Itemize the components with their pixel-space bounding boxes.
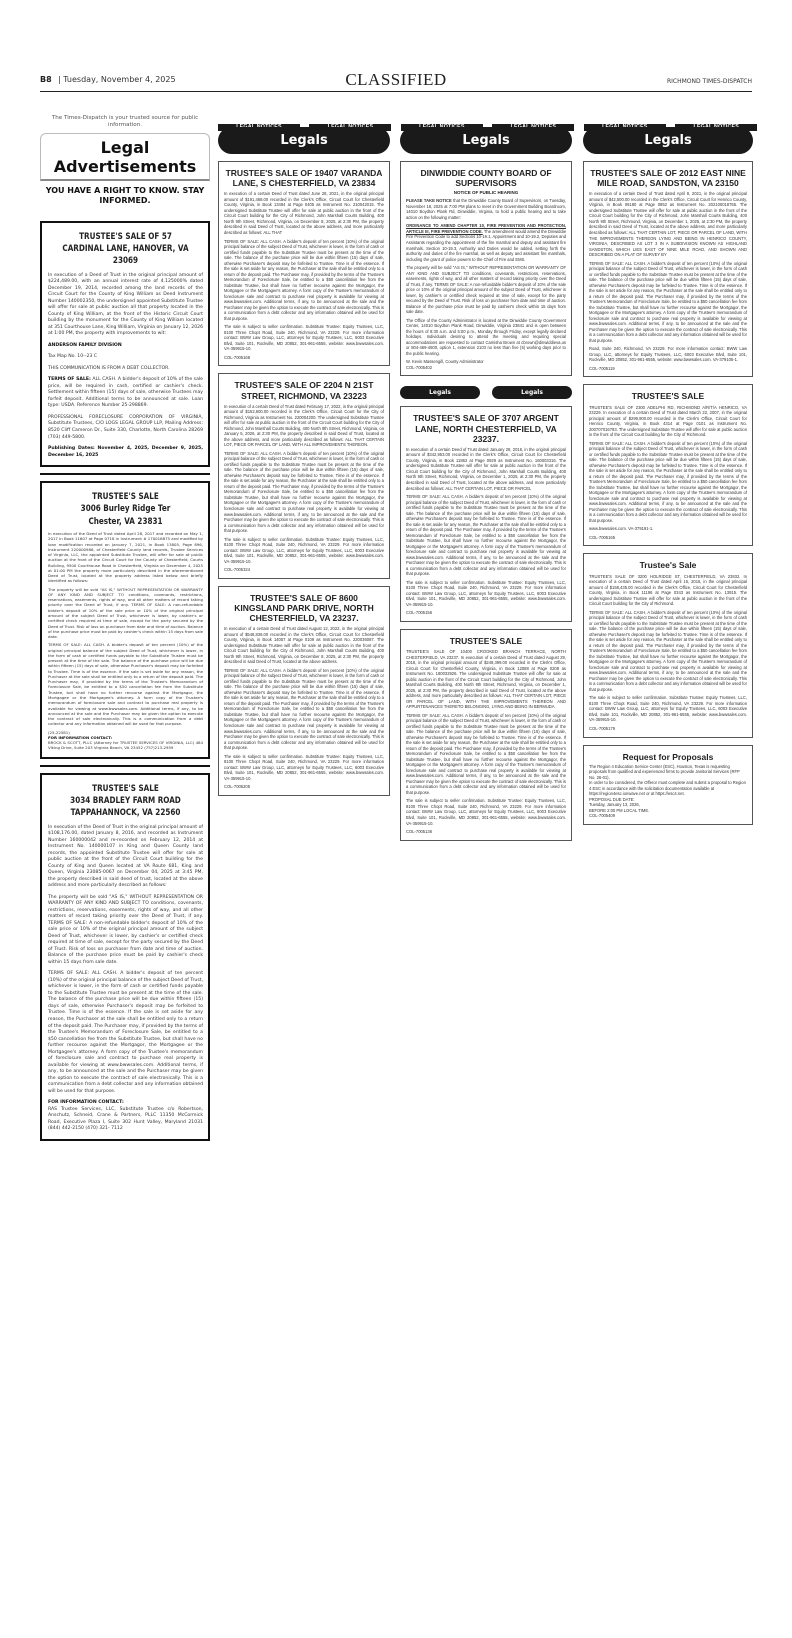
- notice-footer: The sale is subject to seller confirmation. Substitute Trustee: Equity Trustees, LLC, 8100 Three Chopt Road, Suite 240, Richmond, VA 23229. For more information contact: BWW Law Group, LLC, attorneys for Equity Trustees, LLC, 6003 Executive Blvd, Suite 101, Rockville, MD 20852, 301-961-6555, website: www.bwwsales.com. VA-359915-10.: [406, 798, 566, 826]
- notice-terms: TERMS OF SALE: ALL CASH. A bidder's deposit of ten percent (10%) of the original principal balance of the subject Deed of Trust, whichever is lower, in the form of cash or certified funds payable to the Substitute Trustee must be present at the time of the sale. The balance of the purchase price will be due within fifteen (15) days of sale, otherwise Purchaser's deposit may be forfeited to Trustee. Time is of the essence. If the sale is set aside for any reason, the Purchaser at the sale shall be entitled only to a return of the deposit paid. The Purchaser may, if provided by the terms of the Trustee's Memorandum of Foreclosure Sale, be entitled to a $50 cancellation fee from the Substitute Trustee, but shall have no further recourse against the Mortgagor, the Mortgagee or the Mortgagee's attorney. A form copy of the Trustee's memorandum of foreclosure sale and contract to purchase real property is available for viewing at www.bwwsales.com. Additional terms, if any, to be announced at the sale and the Purchaser may be given the option to execute the contract of sale electronically. This is a communication from a debt collector and any information obtained will be used for that purpose.: [589, 609, 747, 692]
- notice-ordinance: ORDINANCE TO AMEND CHAPTER 10, FIRE PREVENTION AND PROTECTION, ARTICLE III, FIRE PREVENTION CODE. The amendment would amend the Dinwiddie Fire Prevention Code to add Sections 10-19.1, Appointment and 10-19.2, Deputies and Assistants regarding the appointment of the fire marshal and deputy and assistant fire marshals. Section 10-19.3, Authority and Duties would be added, setting forth the authority and duties of the fire marshal, as well as deputy and assistant fire marshals, including the grant of police powers to the Chief of Fire and EMS.: [406, 223, 567, 262]
- rfp-line: In order to be considered, the Offeror must complete and submit a proposal to Region 4 ESC in accordance with the solicitation documentation available at https://region4esc.ionwave.net or at https://esc4.net.: [589, 780, 746, 797]
- column-4: [583, 100, 753, 825]
- notice-footer: The sale is subject to seller confirmation. Substitute Trustee: Equity Trustees, LLC, 8100 Three Chopt Road, Suite 240, Richmond, VA 23229. For more information contact: BWW Law Group, LLC, attorneys for Equity Trustees, LLC, 6003 Executive Blvd, Suite 101, Rockville, MD 20852, 301-961-6555, website: www.bwwsales.com. VA-359915-10.: [224, 324, 384, 352]
- notice-terms-cont: TERMS OF SALE: ALL CASH. A bidder's deposit of ten percent (10%) of the original principal balance of the subject Deed of Trust, whichever is lower, in the form of cash or certified funds payable to the Substitute Trustee must be present at the time of the sale. The balance of the purchase price will be due within fifteen (15) days of sale, otherwise Purchaser's deposit may be forfeited to Trustee. Time is of the essence. If the sale is set aside for any reason, the Purchaser at the sale shall be entitled only to a return of the deposit paid. The Purchaser may, if provided by the terms of the Trustee's Memorandum of Foreclosure Sale, be entitled to a $50 cancellation fee from the Substitute Trustee, but shall have no further recourse against the Mortgagor, the Mortgagee or the Mortgagee's attorney. A form copy of the Trustee's memorandum of foreclosure sale and contract to purchase real property is available for viewing at www.bwwsales.com. Additional terms, if any, to be announced at the sale and the Purchaser may be given the option to execute the contract of sale electronically. This is a communication from a debt collector and any information obtained will be used for that purpose.: [48, 642, 203, 727]
- notice-title: Request for Proposals: [622, 751, 714, 762]
- notice-signature: W. Kevin Massengill, County Administrator: [406, 359, 484, 365]
- rfp-line: The Region 4 Education Service Center (ESC), Houston, Texas is requesting proposals from qualified and experienced firms to provide Janitorial Services (RFP No. 26-01).: [589, 763, 740, 780]
- rfp-line: COL-7005409: [589, 813, 616, 819]
- notice-footer: The sale is subject to seller confirmation. Substitute Trustee: Equity Trustees, LLC, 8100 Three Chopt Road, Suite 240, Richmond, VA 23229. For more information contact: BWW Law Group, LLC, attorneys for Equity Trustees, LLC, 6003 Executive Blvd, Suite 101, Rockville, MD 20852, 301-961-6555, website: www.bwwsales.com. VA-359915-10.: [589, 695, 747, 723]
- notice-body: In execution of a Deed of Trust in the original principal amount of $224,489.00, with an annual interest rate of 4.125000% dated December 19, 2014, recorded among the land records of the Circuit Court for the County of King William as Deed Instrument Number 140002350, the undersigned appointed Substitute Trustee will offer for sale at public auction all that property located in the County of King William, at the front of the Historic Circuit Court building by the monument for the County of King William located at 351 Courthouse Lane, King William, Virginia on January 12, 2026 at 1:00 PM, the property with improvements to wit:: [48, 272, 203, 337]
- legals-pill-row: [400, 386, 572, 399]
- notice-terms: The property will be sold "AS IS," WITHOUT REPRESENTATION OR WARRANTY OF ANY KIND AND SUBJECT TO conditions, covenants, restrictions, reservations, easements, rights of way, and all other matters of record taking priority over the Deed of Trust, if any. TERMS OF SALE: A non-refundable bidder's deposit of 10% of the sale price or 10% of the original principal amount of the subject Deed of Trust, whichever is lower, by cashier's or certified check required at time of sale, except for the party secured by the Deed of Trust. Risk of loss on purchaser from date and time of auction. Balance of the purchase price must be paid by cashier's check within 15 days from sale date.: [48, 894, 203, 965]
- notice-body: In execution of the Deed of Trust in the original principal amount of $108,176.00, dated January 8, 2016, and recorded as Instrument Number 160000042 and re-recorded on February 12, 2014 at Instrument No. 140000107 in King and Queen County land records, the appointed Substitute Trustee will offer for sale at public auction at the front of the Circuit Court building for the County of King and Queen located at VA Route 681, King and Queen, Virginia 23085-0067 on December 04, 2025 at 3:45 PM, the property described in said deed of trust, located at the above address and more particularly described as follows:: [48, 824, 203, 889]
- notice-col: COL-7005179: [589, 726, 616, 731]
- section-title: CLASSIFIED: [345, 70, 447, 89]
- page-number: B8: [40, 75, 52, 84]
- notice-firm: PROFESSIONAL FORECLOSURE CORPORATION OF VIRGINIA, Substitute Trustees, C/O LOGS LEGAL GROUP LLP, Mailing Address: 8520 Cliff Cameron Dr., Suite 330, Charlotte, North Carolina 28269 (703) 449-5800.: [48, 414, 203, 440]
- rfp-line: Tuesday, January 13, 2026,: [589, 802, 640, 808]
- notice-col: COL-7005136: [406, 829, 433, 835]
- notice-contact: FOR INFORMATION CONTACT: RAS Trustee Services, LLC, Substitute Trustee c/o Robertson, Anschutz, Schneid, Crane & Partners, PLLC 11350 McCormick Road, Executive Plaza I, Suite 302 Hunt Valley, Maryland 21031 (844) 442-2150 (470) 321- 7112: [48, 1100, 203, 1132]
- notice-cardinal-lane: [40, 221, 210, 467]
- column-2: [218, 100, 390, 796]
- notice-title: TRUSTEE'S SALE 3034 BRADLEY FARM ROAD TAPPAHANNOCK, VA 22560: [70, 783, 181, 819]
- legals-banner: Legals: [400, 127, 572, 154]
- notice-adelphi: [583, 384, 753, 546]
- notice-title: TRUSTEE'S SALE OF 8600 KINGSLAND PARK DRIVE, NORTH CHESTERFIELD, VA 23237.: [234, 592, 374, 624]
- rfp-line: PROPOSAL DUE DATE:: [589, 796, 635, 802]
- notice-body: In execution of a certain Deed of Trust dated April 8, 2021, in the original principal amount of $42,500.00 recorded in the Clerk's Office, Circuit Court for Henrico County, Virginia, in Book 06180 at Page 0852 as Instrument No. 202100018755. The undersigned Substitute Trustee will offer for sale at public auction in the front of the Circuit Court building for the City of Richmond, John Marshall Courts Building, 400 North 9th Street, Richmond, Virginia, on December 1, 2025, at 2:30 PM, the property described in said Deed of Trust, located at the above address, and more particularly described as follows: ALL THAT CERTAIN LOT, PIECE OR PARCEL OF LAND, WITH THE IMPROVEMENTS THEREON LYING AND BEING IN HENRICO COUNTY, VIRGINIA, DESCRIBED AS LOT 3 IN A SUBDIVISION KNOWN AS HIGHLAND SANDSTON, WHICH LIES EAST OF NINE MILE ROAD, AND SHOWN AND DESCRIBED ON A PLAT OF SURVEY BY: [589, 191, 747, 258]
- page-header: [40, 70, 752, 92]
- legals-pill: Legals: [492, 386, 572, 399]
- notice-contact: FOR INFORMATION CONTACT: BROCK & SCOTT, PLLC (Attorney for TRUSTEE SERVICES OF VIRGINIA, LLC) 484 Viking Drive, Suite 203 Virginia Beach, VA 23452 (757)213-2959: [48, 734, 203, 751]
- notice-title: TRUSTEE'S SALE OF 2204 N 21ST STREET, RICHMOND, VA 23223: [234, 380, 374, 401]
- notice-title: TRUSTEE'S SALE OF 19407 VARANDA LANE, S CHESTERFIELD, VA 23834: [225, 168, 383, 189]
- notice-taxmap: Tax Map No. 10--23 C: [48, 354, 97, 360]
- notice-footer: www.bwwsales.com. VA-379191-1.: [589, 526, 654, 532]
- notice-burley-ridge: [40, 481, 210, 759]
- notice-body: TRUSTEE'S SALE OF 3200 HOLRIDGE ST, CHESTERFIELD, VA 23832. In execution of a certain Deed of Trust dated April 15, 2016, in the original principal amount of $158,435.00 recorded in the Clerk's Office, Circuit Court for Chesterfield County, Virginia, in Book 11196 at Page 0343 as Instrument No. 13915. The undersigned Substitute Trustee will offer for sale at public auction in the front of the Circuit Court building for the City of Richmond.: [589, 573, 747, 607]
- promo-tagline: The Times-Dispatch is your trusted source for public information.: [51, 115, 199, 128]
- notice-ordinance-cont: The property will be sold "AS IS," WITHOUT REPRESENTATION OR WARRANTY OF ANY KIND AND SUBJECT TO conditions, covenants, restrictions, reservations, easements, rights of way, and all other matters of record taking priority over the Deed of Trust, if any. TERMS OF SALE: A non-refundable bidder's deposit of 10% of the sale price or 10% of the original principal amount of the subject Deed of Trust, whichever is lower, by cashier's or certified check required at time of sale, except for the party secured by the Deed of Trust. Risk of loss on purchaser from date and time of auction. Balance of the purchase price must be paid by cashier's check within 15 days from sale date.: [406, 265, 566, 315]
- notice-title: DINWIDDIE COUNTY BOARD OF SUPERVISORS: [420, 168, 552, 189]
- promo-title: Legal Advertisements: [40, 133, 210, 181]
- notice-closing: The Office of the County Administrator is located at the Dinwiddie County Government Center, 14010 Boydton Plank Road, Dinwiddie, Virginia 23841 and is open between the hours of 8:30 a.m. and 5:00 p.m., Monday through Friday, except legally declared holidays. Individuals desiring to attend the meeting and requiring special accommodations are requested to contact Camisha Brown at cbrown@dinwiddieva.us or 804-469-4500, option 1, extension 2103 no less than five (5) working days prior to the public hearing.: [406, 317, 566, 356]
- notice-varanda-lane: [218, 161, 390, 366]
- notice-division: ANDERSON FAMILY DIVISION: [48, 342, 122, 348]
- notice-body: TRUSTEE'S SALE OF 10400 CROOKED BRANCH TERRACE, NORTH CHESTERFIELD, VA 23237. In execution of a certain Deed of Trust dated August 29, 2018, in the original principal amount of $249,399.00 recorded in the Clerk's Office, Circuit Court for Chesterfield County, Virginia, in Book 12088 at Page 0208 as Instrument No. 180032926. The undersigned Substitute Trustee will offer for sale at public auction in the front of the Circuit Court building for the City of Richmond, John Marshall Courts Building, 400 North 9th Street, Richmond, Virginia, on December 1, 2025, at 2:30 PM, the property described in said Deed of Trust, located at the above address, and more particularly described as follows: ALL THAT CERTAIN LOT, PIECE OR PARCEL OF LAND, WITH THE IMPROVEMENTS THEREON AND APPURTENANCES THERETO BELONGING, LYING AND BEING IN BERMUDA: [406, 649, 566, 710]
- notice-footer: The sale is subject to seller confirmation. Substitute Trustee: Equity Trustees, LLC, 8100 Three Chopt Road, Suite 240, Richmond, VA 23229. For more information contact: BWW Law Group, LLC, attorneys for Equity Trustees, LLC, 6003 Executive Blvd, Suite 101, Rockville, MD 20852, 301-961-6555, website: www.bwwsales.com. VA-359915-10.: [406, 579, 566, 607]
- rfp-line: BEFORE 2:00 PM LOCAL TIME.: [589, 807, 650, 813]
- divider: [40, 765, 210, 767]
- notice-title: TRUSTEE'S SALE 3006 Burley Ridge Ter Chester, VA 23831: [80, 492, 171, 527]
- notice-col: COL-7005168: [224, 354, 251, 360]
- divider: [40, 473, 210, 475]
- notice-body: TRUSTEE'S SALE OF 2300 ADELPHI RD, RICHMOND A/R/T/A HENRICO, VA 23229. In execution of a certain Deed of Trust dated March 22, 2007, in the original principal amount of $299,900.00 recorded in the Clerk's Office, Circuit Court for Henrico County, Virginia, in Book 4314 at Page 0101 as Instrument No. 200707016793. The undersigned Substitute Trustee will offer for sale at public auction in the front of the Circuit Court building for the City of Richmond.: [589, 404, 747, 438]
- notice-terms: The property will be sold "AS IS," WITHOUT REPRESENTATION OR WARRANTY OF ANY KIND AND SUBJECT TO conditions, covenants, restrictions, reservations, easements, rights of way, and all other matters of record taking priority over the Deed of Trust, if any. TERMS OF SALE: A non-refundable bidder's deposit of 10% of the sale price or 10% of the original principal amount of the subject Deed of Trust, whichever is lower, by cashier's or certified check required at time of sale, except for the party secured by the Deed of Trust. Risk of loss on purchaser from date and time of auction. Balance of the purchase price must be paid by cashier's check within 15 days from sale date.: [48, 586, 203, 640]
- notice-dinwiddie: [400, 161, 572, 376]
- notice-footer: The sale is subject to seller confirmation. Substitute Trustee: Equity Trustees, LLC, 8100 Three Chopt Road, Suite 240, Richmond, VA 23229. For more information contact: BWW Law Group, LLC, attorneys for Equity Trustees, LLC, 6003 Executive Blvd, Suite 101, Rockville, MD 20852, 301-961-6555, website: www.bwwsales.com. VA-359915-10.: [224, 753, 384, 781]
- notice-title: TRUSTEE'S SALE: [449, 635, 523, 646]
- notice-title: TRUSTEE'S SALE OF 3707 ARGENT LANE, NORTH CHESTERFIELD, VA 23237.: [413, 413, 559, 444]
- notice-terms: TERMS OF SALE: ALL CASH. A bidder's deposit of ten percent (10%) of the original principal balance of the subject Deed of Trust, whichever is lower, in the form of cash or certified funds payable to the Substitute Trustee must be present at the time of the sale. The balance of the purchase price will be due within fifteen (15) days of sale, otherwise Purchaser's deposit may be forfeited to Trustee. Time is of the essence. If the sale is set aside for any reason, the Purchaser at the sale shall be entitled only to a return of the deposit paid. The Purchaser may, if provided by the terms of the Trustee's Memorandum of Foreclosure Sale, be entitled to a $50 cancellation fee from the Substitute Trustee, but shall have no further recourse against the Mortgagor, the Mortgagee or the Mortgagee's attorney. A form copy of the Trustee's memorandum of foreclosure sale and contract to purchase real property is available for viewing at www.bwwsales.com. Additional terms, if any, to be announced at the sale and the Purchaser may be given the option to execute the contract of sale electronically. This is a communication from a debt collector and any information obtained will be used for that purpose.: [589, 440, 747, 523]
- notice-body: In execution of a certain Deed of Trust dated August 12, 2022, in the original principal amount of $548,836.00 recorded in the Clerk's Office, Circuit Court for Chesterfield County, Virginia, in Book 14057 at Page 0109 as Instrument No. 220036087. The undersigned Substitute Trustee will offer for sale at public auction in the front of the Circuit Court building for the City of Richmond, John Marshall Courts Building, 400 North 9th Street, Richmond, Virginia, on December 8, 2025, at 2:30 PM, the property described in said Deed of Trust, located at the above address.: [224, 626, 384, 665]
- promo-subtitle: YOU HAVE A RIGHT TO KNOW. STAY INFORMED.: [45, 185, 205, 206]
- notice-kingsland-park: [218, 586, 390, 796]
- legals-banner: Legals: [218, 127, 390, 154]
- notice-terms: TERMS OF SALE: ALL CASH. A bidder's deposit of ten percent (10%) of the original principal balance of the subject Deed of Trust, whichever is lower, in the form of cash or certified funds payable to the Substitute Trustee must be present at the time of the sale. The balance of the purchase price will be due within fifteen (15) days of sale, otherwise Purchaser's deposit may be forfeited to Trustee. Time is of the essence. If the sale is set aside for any reason, the Purchaser at the sale shall be entitled only to a return of the deposit paid. The Purchaser may, if provided by the terms of the Trustee's Memorandum of Foreclosure Sale, be entitled to a $50 cancellation fee from the Substitute Trustee, but shall have no further recourse against the Mortgagor, the Mortgagee or the Mortgagee's attorney. A form copy of the Trustee's memorandum of foreclosure sale and contract to purchase real property is available for viewing at www.bwwsales.com. Additional terms, if any, to be announced at the sale and the Purchaser may be given the option to execute the contract of sale electronically. This is a communication from a debt collector and any information obtained will be used for that purpose.: [224, 667, 384, 751]
- notice-body: In execution of a certain Deed of Trust dated January 29, 2016, in the original principal amount of $342,953.00 recorded in the Clerk's Office, Circuit Court for Chesterfield County, Virginia, in Book 11862 at Page 0929 as Instrument No. 160003316. The undersigned Substitute Trustee will offer for sale at public auction in the front of the Circuit Court building for the City of Richmond, John Marshall Courts Building, 400 North 9th Street, Richmond, Virginia, on December 1, 2025, at 2:30 PM, the property described in said Deed of Trust, located at the above address, and more particularly described as follows: ALL THAT CERTAIN LOT, PIECE OR PARCEL: [406, 446, 566, 491]
- notice-21st-street: [218, 373, 390, 578]
- notice-bradley-farm: [40, 773, 210, 1141]
- notice-body: In execution of a certain Deed of Trust dated February 17, 2022, in the original principal amount of $152,600.00 recorded in the Clerk's Office, Circuit Court for the City of Richmond, Virginia as Instrument No. 220004200. The undersigned Substitute Trustee will offer for sale at public auction in the front of the Circuit Court building for the City of Richmond, John Marshall Courts Building, 400 North 9th Street, Richmond, Virginia, on January 5, 2026, at 2:30 PM, the property described in said Deed of Trust, located at the above address, and more particularly described as follows: ALL THAT CERTAIN LOT, PIECE OR PARCEL OF LAND, WITH ALL IMPROVEMENTS THEREON.: [224, 403, 384, 448]
- notice-terms: TERMS OF SALE: ALL CASH. A bidder's deposit of ten percent (10%) of the original principal balance of the subject Deed of Trust, whichever is lower, in the form of cash or certified funds payable to the Substitute Trustee must be present at the time of the sale. The balance of the purchase price will be due within fifteen (15) days of sale, otherwise Purchaser's deposit may be forfeited to Trustee. Time is of the essence. If the sale is set aside for any reason, the Purchaser at the sale shall be entitled only to a return of the deposit paid. The Purchaser may, if provided by the terms of the Trustee's Memorandum of Foreclosure Sale, be entitled to a $50 cancellation fee from the Substitute Trustee, but shall have no further recourse against the Mortgagor, the Mortgagee or the Mortgagee's attorney. A form copy of the Trustee's memorandum of foreclosure sale and contract to purchase real property is available for viewing at www.bwwsales.com. Additional terms, if any, to be announced at the sale and the Purchaser may be given the option to execute the contract of sale electronically. This is a communication from a debt collector and any information obtained will be used for that purpose.: [224, 450, 384, 534]
- notice-terms: TERMS OF SALE: ALL CASH. A bidder's deposit of ten percent (10%) of the original principal balance of the subject Deed of Trust, whichever is lower, in the form of cash or certified funds payable to the Substitute Trustee must be present at the time of the sale. The balance of the purchase price will be due within fifteen (15) days of sale, otherwise Purchaser's deposit may be forfeited to Trustee. Time is of the essence. If the sale is set aside for any reason, the Purchaser at the sale shall be entitled only to a return of the deposit paid. The Purchaser may, if provided by the terms of the Trustee's Memorandum of Foreclosure Sale, be entitled to a $50 cancellation fee from the Substitute Trustee, but shall have no further recourse against the Mortgagor, the Mortgagee or the Mortgagee's attorney. A form copy of the Trustee's memorandum of foreclosure sale and contract to purchase real property is available for viewing at www.bwwsales.com. Additional terms, if any, to be announced at the sale and the Purchaser may be given the option to execute the contract of sale electronically. This is a communication from a debt collector and any information obtained will be used for that purpose.: [406, 712, 566, 795]
- notice-col: COL-7005165: [589, 534, 616, 540]
- notice-subtitle: NOTICE OF PUBLIC HEARING: [453, 190, 519, 196]
- notice-nine-mile: [583, 161, 753, 377]
- paper-name: RICHMOND TIMES-DISPATCH: [666, 78, 752, 85]
- notice-terms: TERMS OF SALE: ALL CASH. A bidder's deposit of ten percent (10%) of the original principal balance of the subject Deed of Trust, whichever is lower, in the form of cash or certified funds payable to the Substitute Trustee must be present at the time of the sale. The balance of the purchase price will be due within fifteen (15) days of sale, otherwise Purchaser's deposit may be forfeited to Trustee. Time is of the essence. If the sale is set aside for any reason, the Purchaser at the sale shall be entitled only to a return of the deposit paid. The Purchaser may, if provided by the terms of the Trustee's Memorandum of Foreclosure Sale, be entitled to a $50 cancellation fee from the Substitute Trustee, but shall have no further recourse against the Mortgagor, the Mortgagee or the Mortgagee's attorney. A form copy of the Trustee's memorandum of foreclosure sale and contract to purchase real property is available for viewing at www.bwwsales.com. Additional terms, if any, to be announced at the sale and the Purchaser may be given the option to execute the contract of sale electronically. This is a communication from a debt collector and any information obtained will be used for that purpose.: [224, 238, 384, 321]
- notice-rfp: [583, 745, 753, 825]
- notice-ref: (25-22581): [48, 729, 70, 735]
- notice-terms: TERMS OF SALE: ALL CASH. A bidder's deposit of ten percent (10%) of the original principal balance of the subject Deed of Trust, whichever is lower, in the form of cash or certified funds payable to the Substitute Trustee must be present at the time of the sale. The balance of the purchase price will be due within fifteen (15) days of sale, otherwise Purchaser's deposit may be forfeited to Trustee. Time is of the essence. If the sale is set aside for any reason, the Purchaser at the sale shall be entitled only to a return of the deposit paid. The Purchaser may, if provided by the terms of the Trustee's Memorandum of Foreclosure Sale, be entitled to a $50 cancellation fee from the Substitute Trustee, but shall have no further recourse against the Mortgagor, the Mortgagee or the Mortgagee's attorney. A form copy of the Trustee's memorandum of foreclosure sale and contract to purchase real property is available for viewing at www.bwwsales.com. Additional terms, if any, to be announced at the sale and the Purchaser may be given the option to execute the contract of sale electronically. This is a communication from a debt collector and any information obtained will be used for that purpose.: [406, 494, 566, 577]
- column-3: [400, 100, 572, 841]
- notice-col: COL-7005205: [224, 784, 251, 790]
- column-1: [40, 100, 210, 1141]
- notice-title: TRUSTEE'S SALE OF 57 CARDINAL LANE, HANOVER, VA 23069: [62, 231, 189, 267]
- notice-lead: PLEASE TAKE NOTICE that the Dinwiddie County Board of Supervisors, on Tuesday, November 18, 2025 at 7:00 PM plans to meet in the Government Building Boardroom, 14010 Boydton Plank Rd, Dinwiddie, Virginia, to hold a public hearing and to take action on the following matter:: [406, 198, 566, 220]
- legals-banner: Legals: [583, 127, 753, 154]
- notice-body: In execution of the Deed of Trust dated April 28, 2017 and recorded on May 1, 2017 in Book 11607 at Page 0718 in Instrument # 170016875 and modified by loan modification recorded on January 7, 2021, in Book 13805, Page 896, Instrument 220000986, of Chesterfield County land records, Trustee Services of Virginia, LLC, the appointed Substitute Trustee, will offer for sale at public auction at the front of the Circuit Court for the County of Chesterfield, Courts Building, 9500 Courthouse Road in Chesterfield, Virginia on December 4, 2025 at 01:00 PM the property more particularly described in the aforementioned Deed of Trust, located at the property address listed below and briefly identified as follows:: [48, 531, 203, 584]
- notice-crooked-branch: [400, 629, 572, 841]
- notice-title: Trustee's Sale: [639, 560, 697, 571]
- notice-terms: TERMS OF SALE: ALL CASH. A bidder's deposit of ten percent (10%) of the original principal balance of the subject Deed of Trust, whichever is lower, in the form of cash or certified funds payable to the Substitute Trustee must be present at the time of the sale. The balance of the purchase price will be due within fifteen (15) days of sale, otherwise Purchaser's deposit may be forfeited to Trustee. Time is of the essence. If the sale is set aside for any reason, the Purchaser at the sale shall be entitled only to a return of the deposit paid. The Purchaser may, if provided by the terms of the Trustee's Memorandum of Foreclosure Sale, be entitled to a $50 cancellation fee from the Substitute Trustee, but shall have no further recourse against the Mortgagor, the Mortgagee or the Mortgagee's attorney. A form copy of the Trustee's memorandum of foreclosure sale and contract to purchase real property is available for viewing at www.bwwsales.com. Additional terms, if any, to be announced at the sale and the Purchaser may be given the option to execute the contract of sale electronically. This is a communication from a debt collector and any information obtained will be used for that purpose.: [589, 260, 747, 343]
- notice-footer: Road, Suite 240, Richmond, VA 23229. For more information contact: BWW Law Group, LLC, attorneys for Equity Trustees, LLC, 6003 Executive Blvd, Suite 101, Rockville, MD 20852, 301-961-6555, website: www.bwwsales.com. VA-379105-1.: [589, 346, 747, 363]
- notice-title: TRUSTEE'S SALE OF 2012 EAST NINE MILE ROAD, SANDSTON, VA 23150: [590, 168, 746, 189]
- notice-debt: THIS COMMUNICATION IS FROM A DEBT COLLECTOR.: [48, 365, 170, 371]
- notice-col: COL-7005119: [589, 365, 615, 371]
- notice-pub-dates: Publishing Dates: November 4, 2025, December 9, 2025, December 16, 2025: [48, 446, 203, 458]
- notice-col: COL-7005402: [406, 364, 433, 370]
- legals-pill: Legals: [400, 386, 480, 399]
- notice-holridge: [583, 553, 753, 737]
- notice-col: COL-7005324: [224, 567, 251, 573]
- notice-terms: TERMS OF SALE: ALL CASH. A bidder's deposit of 10% of the sale price, will be required in cash, certified or cashier's check. Settlement within fifteen (15) days of sale, otherwise Trustees may forfeit deposit. Additional terms to be announced at sale. Loan type: USDA. Reference Number 25-298869.: [48, 377, 203, 409]
- notice-footer: The sale is subject to seller confirmation. Substitute Trustee: Equity Trustees, LLC, 8100 Three Chopt Road, Suite 240, Richmond, VA 23229. For more information contact: BWW Law Group, LLC, attorneys for Equity Trustees, LLC, 6003 Executive Blvd, Suite 101, Rockville, MD 20852, 301-961-6555, website: www.bwwsales.com. VA-359915-10.: [224, 536, 384, 564]
- issue-date: | Tuesday, November 4, 2025: [58, 75, 176, 84]
- notice-col: COL-7005156: [406, 610, 433, 616]
- notice-title: TRUSTEE'S SALE: [631, 391, 705, 402]
- notice-terms-cont: TERMS OF SALE: ALL CASH. A bidder's deposit of ten percent (10%) of the original principal balance of the subject Deed of Trust, whichever is lower, in the form of cash or certified funds payable to the Substitute Trustee must be present at the time of the sale. The balance of the purchase price will be due within fifteen (15) days of sale, otherwise Purchaser's deposit may be forfeited to Trustee. Time is of the essence. If the sale is set aside for any reason, the Purchaser at the sale shall be entitled only to a return of the deposit paid. The Purchaser may, if provided by the terms of the Trustee's Memorandum of Foreclosure Sale, be entitled to a $50 cancellation fee from the Substitute Trustee, but shall have no further recourse against the Mortgagor, the Mortgagee or the Mortgagee's attorney. A form copy of the Trustee's memorandum of foreclosure sale and contract to purchase real property is available for viewing at www.bwwsales.com. Additional terms, if any, to be announced at the sale and the Purchaser may be given the option to execute the contract of sale electronically. This is a communication from a debt collector and any information obtained will be used for that purpose.: [48, 971, 203, 1094]
- notice-body: In execution of a certain Deed of Trust dated June 28, 2021, in the original principal amount of $191,468.00 recorded in the Clerk's Office, Circuit Court for Chesterfield County, Virginia, in Book 13494 at Page 0405 as Instrument No. 210042015. The undersigned Substitute Trustee will offer for sale at public auction in the front of the Circuit Court building for the City of Richmond, John Marshall Courts Building, 400 North 9th Street, Richmond, Virginia, on December 8, 2025, at 2:30 PM, the property described in said Deed of Trust, located at the above address, and more particularly described as follows: ALL THAT: [224, 191, 384, 235]
- notice-argent-lane: [400, 406, 572, 622]
